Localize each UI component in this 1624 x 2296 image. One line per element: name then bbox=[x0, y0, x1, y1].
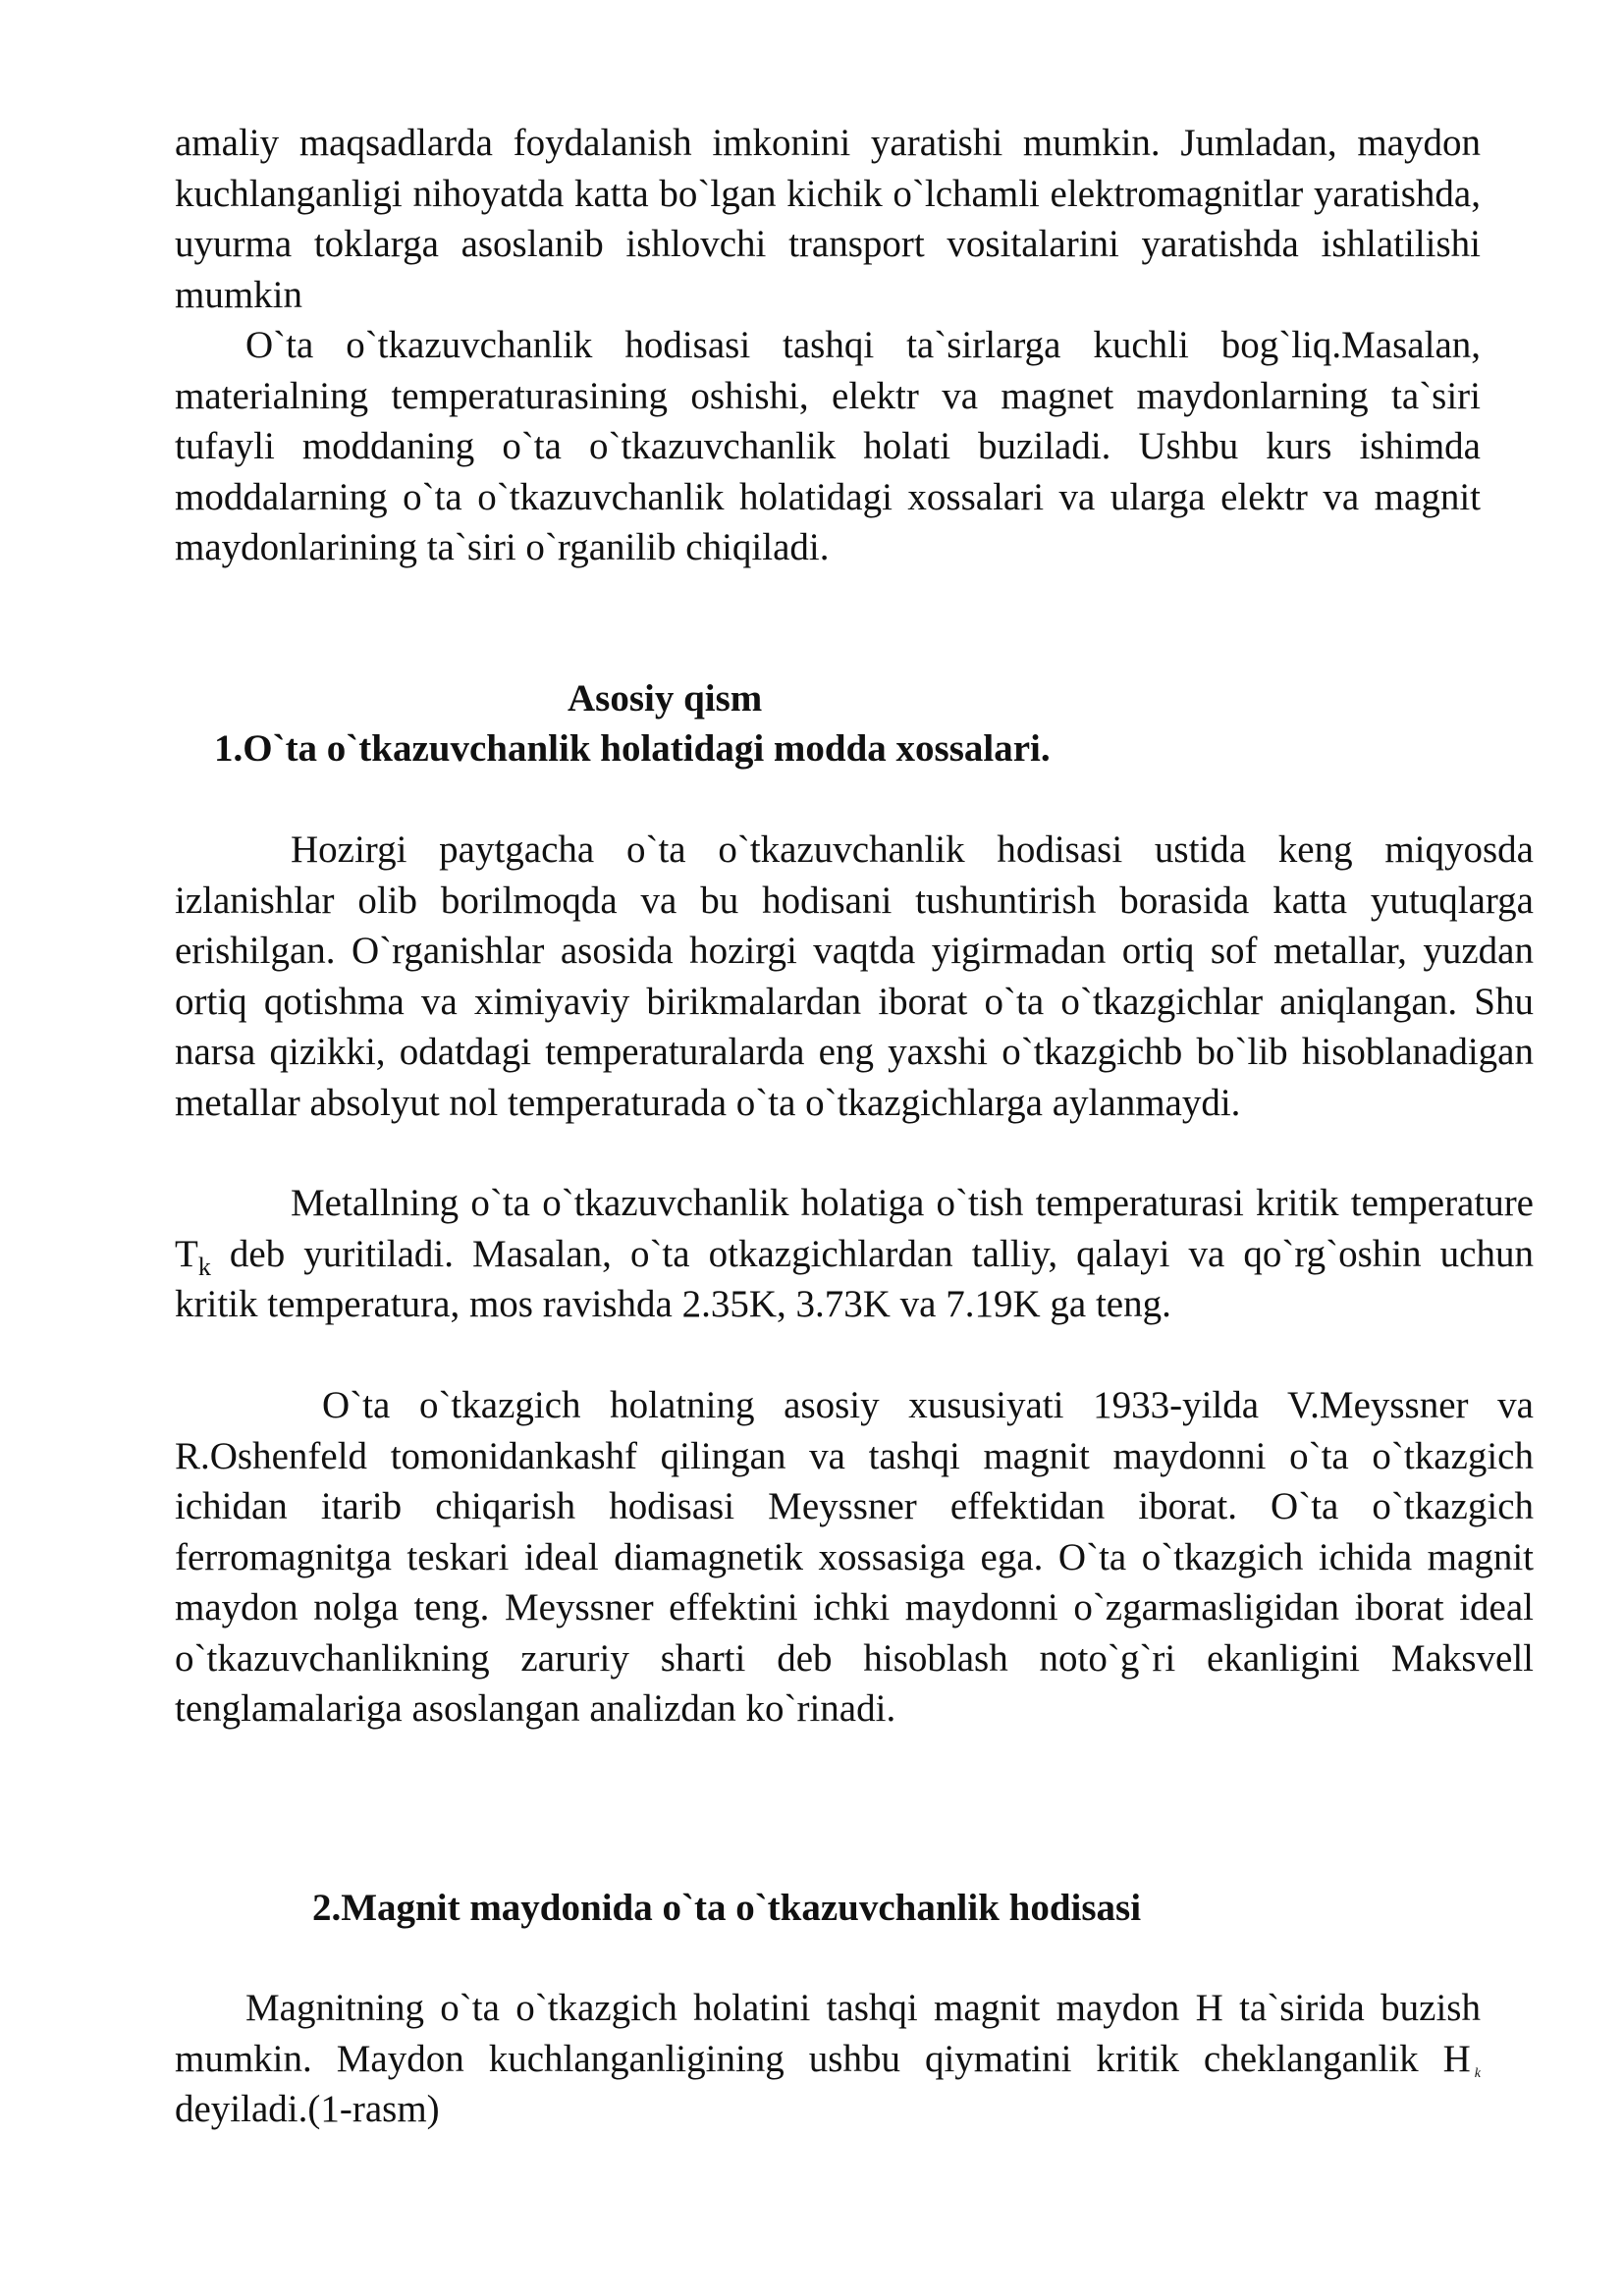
section1-title: 1.O`ta o`tkazuvchanlik holatidagi modda xossalari. bbox=[214, 727, 1051, 770]
section1-paragraph-2-text-a: Metallning o`ta o`tkazuvchanlik holatiga o`tish temperaturasi kritik temperature T bbox=[175, 1182, 1534, 1275]
section2-paragraph-1 bbox=[175, 1983, 1481, 2135]
tk-subscript: k bbox=[197, 1252, 211, 1281]
section2-paragraph-1-text-a: Magnitning o`ta o`tkazgich holatini tashqi magnit maydon H ta`sirida buzish mumkin. Maydon kuchlanganligining ushbu qiymatini kritik cheklanganlik H bbox=[175, 1987, 1481, 2080]
section1-paragraph-1: Hozirgi paytgacha o`ta o`tkazuvchanlik hodisasi ustida keng miqyosda izlanishlar olib borilmoqda va bu hodisani tushuntirish borasida katta yutuqlarga erishilgan. O`rganishlar asosida hozirgi vaqtda yigirmadan ortiq sof metallar, yuzdan ortiq qotishma va ximiyaviy birikmalardan iborat o`ta o`tkazgichlar aniqlangan. Shu narsa qizikki, odatdagi temperaturalarda eng yaxshi o`tkazgichb bo`lib hisoblanadigan metallar absolyut nol temperaturada o`ta o`tkazgichlarga aylanmaydi. bbox=[175, 828, 1534, 1124]
hk-subscript: k bbox=[1474, 2065, 1481, 2081]
intro-paragraph-2: O`ta o`tkazuvchanlik hodisasi tashqi ta`sirlarga kuchli bog`liq.Masalan, materialning temperaturasining oshishi, elektr va magnet maydonlarning ta`siri tufayli moddaning o`ta o`tkazuvchanlik holati buziladi. Ushbu kurs ishimda moddalarning o`ta o`tkazuvchanlik holatidagi xossalari va ularga elektr va magnit maydonlarining ta`siri o`rganilib chiqiladi. bbox=[175, 324, 1481, 568]
section1-paragraph-2-text-b: deb yuritiladi. Masalan, o`ta otkazgichlardan talliy, qalayi va qo`rg`oshin uchun kritik temperatura, mos ravishda 2.35K, 3.73K va 7.19K ga teng. bbox=[175, 1232, 1534, 1325]
section1-paragraph-2 bbox=[175, 1178, 1534, 1330]
section2-title: 2.Magnit maydonida o`ta o`tkazuvchanlik hodisasi bbox=[312, 1887, 1142, 1929]
main-heading: Asosiy qism bbox=[568, 677, 763, 720]
section2-paragraph-1-text-b: deyiladi.(1-rasm) bbox=[175, 2088, 440, 2130]
section1-paragraph-3: O`ta o`tkazgich holatning asosiy xususiyati 1933-yilda V.Meyssner va R.Oshenfeld tomonidankashf qilingan va tashqi magnit maydonni o`ta o`tkazgich ichidan itarib chiqarish hodisasi Meyssner effektidan iborat. O`ta o`tkazgich ferromagnitga teskari ideal diamagnetik xossasiga ega. O`ta o`tkazgich ichida magnit maydon nolga teng. Meyssner effektini ichki maydonni o`zgarmasligidan iborat ideal o`tkazuvchanlikning zaruriy sharti deb hisoblash noto`g`ri ekanligini Maksvell tenglamalariga asoslangan analizdan ko`rinadi. bbox=[175, 1384, 1534, 1730]
intro-continuation-paragraph: amaliy maqsadlarda foydalanish imkonini yaratishi mumkin. Jumladan, maydon kuchlanganligi nihoyatda katta bo`lgan kichik o`lchamli elektromagnitlar yaratishda, uyurma toklarga asoslanib ishlovchi transport vositalarini yaratishda ishlatilishi mumkin bbox=[175, 122, 1481, 316]
